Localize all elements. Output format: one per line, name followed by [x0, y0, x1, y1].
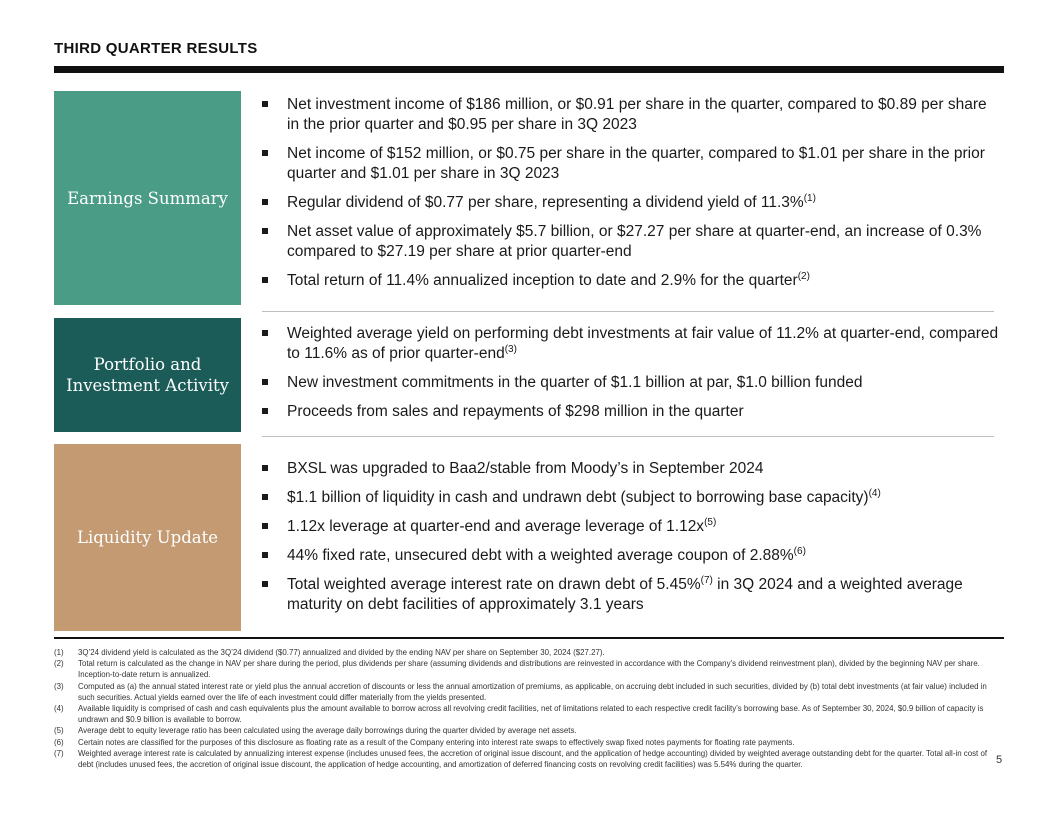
square-bullet-icon [262, 465, 268, 471]
square-bullet-icon [262, 330, 268, 336]
earnings-summary-label: Earnings Summary [67, 188, 228, 208]
portfolio-investment-label: Portfolio and Investment Activity [66, 355, 229, 395]
bullet-item: New investment commitments in the quarter of $1.1 billion at par, $1.0 billion funded [262, 373, 1002, 393]
bullet-item: 44% fixed rate, unsecured debt with a weighted average coupon of 2.88%$^{(6)}$ [262, 546, 1002, 566]
bullet-item: 1.12x leverage at quarter-end and average leverage of $1.12x^{(5)}$ [262, 517, 1002, 537]
square-bullet-icon [262, 101, 268, 107]
bullet-item: $1.1 billion of liquidity in cash and undrawn debt (subject to borrowing base capacity)$^{(4)}$ [262, 488, 1002, 508]
page-number: 5 [996, 754, 1003, 766]
footnote-item: (6) Certain notes are classified for the purposes of this disclosure as floating rate as a result of the Company entering into interest rate swaps to effectively swap fixed notes payments for floating rate payments. [54, 737, 795, 747]
liquidity-update-panel [54, 444, 241, 631]
square-bullet-icon [262, 277, 268, 283]
title-rule [54, 66, 1004, 73]
footnote-ref: (4) [868, 487, 881, 499]
square-bullet-icon [262, 199, 268, 205]
square-bullet-icon [262, 379, 268, 385]
portfolio-investment-panel [54, 318, 241, 432]
footnote-rule [54, 637, 1004, 639]
bullet-item: Net investment income of $186 million, or $0.91 per share in the quarter, compared to $0.89 per share in the prior quarter and $0.95 per share in 3Q 2023 [262, 95, 1002, 135]
square-bullet-icon [262, 408, 268, 414]
bullet-item: Total weighted average interest rate on drawn debt of 5.45%$^{(7)}$ in 3Q 2024 and a weighted average maturity on debt facilities of approximately 3.1 years [262, 575, 1002, 615]
footnotes [54, 647, 994, 770]
square-bullet-icon [262, 581, 268, 587]
portfolio-investment-list [262, 324, 1002, 422]
bullet-item: Weighted average yield on performing debt investments at fair value of 11.2% at quarter-end, compared to 11.6% as of prior quarter-end$^{(3)}$ [262, 324, 1002, 364]
section-divider [262, 311, 994, 312]
footnote-ref: (1) [803, 192, 816, 204]
footnote-ref: (3) [504, 343, 517, 355]
footnote-item: (5) Average debt to equity leverage ratio has been calculated using the average daily borrowings during the quarter divided by average net assets. [54, 726, 577, 736]
bullet-item: Proceeds from sales and repayments of $298 million in the quarter [262, 402, 1002, 422]
square-bullet-icon [262, 523, 268, 529]
footnote-ref: (6) [793, 545, 806, 557]
bullet-item: Net asset value of approximately $5.7 billion, or $27.27 per share at quarter-end, an increase of 0.3% compared to $27.19 per share at prior quarter-end [262, 222, 1002, 262]
page-title: THIRD QUARTER RESULTS [54, 40, 258, 57]
footnote-ref: (7) [700, 574, 713, 586]
bullet-item: BXSL was upgraded to Baa2/stable from Moody’s in September 2024 [262, 459, 1002, 479]
footnote-item: (4) Available liquidity is comprised of cash and cash equivalents plus the amount available to borrow across all revolving credit facilities, net of limitations related to each respective credit facility’s borrowing base. As of September 30, 2024, $0.9 billion of capacity is undrawn and $0.9 billion is available to borrow. [54, 704, 984, 725]
square-bullet-icon [262, 228, 268, 234]
square-bullet-icon [262, 150, 268, 156]
section-divider [262, 436, 994, 437]
footnote-item: (3) Computed as (a) the annual stated interest rate or yield plus the annual accretion of discounts or less the annual amortization of premiums, as applicable, on accruing debt included in such securities, divided by (b) total debt investments (at fair value) included in such securities. Actual yields earned over the life of each investment could differ materially from the yields presented. [54, 681, 987, 702]
earnings-summary-list [262, 95, 1002, 291]
footnote-ref: (2) [797, 270, 810, 282]
bullet-item: Total return of 11.4% annualized inception to date and 2.9% for the quarter$^{(2)}$ [262, 271, 1002, 291]
bullet-item: Net income of $152 million, or $0.75 per share in the quarter, compared to $1.01 per share in the prior quarter and $1.01 per share in 3Q 2023 [262, 144, 1002, 184]
liquidity-update-label: Liquidity Update [77, 528, 218, 547]
footnote-item: (1) 3Q’24 dividend yield is calculated as the 3Q’24 dividend ($0.77) annualized and divided by the ending NAV per share on September 30, 2024 ($27.27). [54, 648, 605, 657]
bullet-item: Regular dividend of $0.77 per share, representing a dividend yield of 11.3%$^{(1)}$ [262, 193, 1002, 213]
square-bullet-icon [262, 552, 268, 558]
liquidity-update-list [262, 459, 1002, 615]
footnote-item: (2) Total return is calculated as the change in NAV per share during the period, plus dividends per share (assuming dividends and distributions are reinvested in accordance with the Company’s dividend reinvestment plan), divided by the beginning NAV per share. Inception-to-date return is annualized. [54, 659, 980, 680]
footnote-item: (7) Weighted average interest rate is calculated by annualizing interest expense (includes unused fees, the accretion of original issue discount, and the application of hedge accounting) divided by weighted average outstanding debt for the quarter. Total all-in cost of debt (includes unused fees, the accretion of original issue discount, the application of hedge accounting, and amortization of deferred financing costs on revolving credit facilities) was 5.54% during the quarter. [54, 748, 988, 770]
earnings-summary-panel [54, 91, 241, 305]
footnote-ref: (5) [704, 516, 717, 528]
square-bullet-icon [262, 494, 268, 500]
